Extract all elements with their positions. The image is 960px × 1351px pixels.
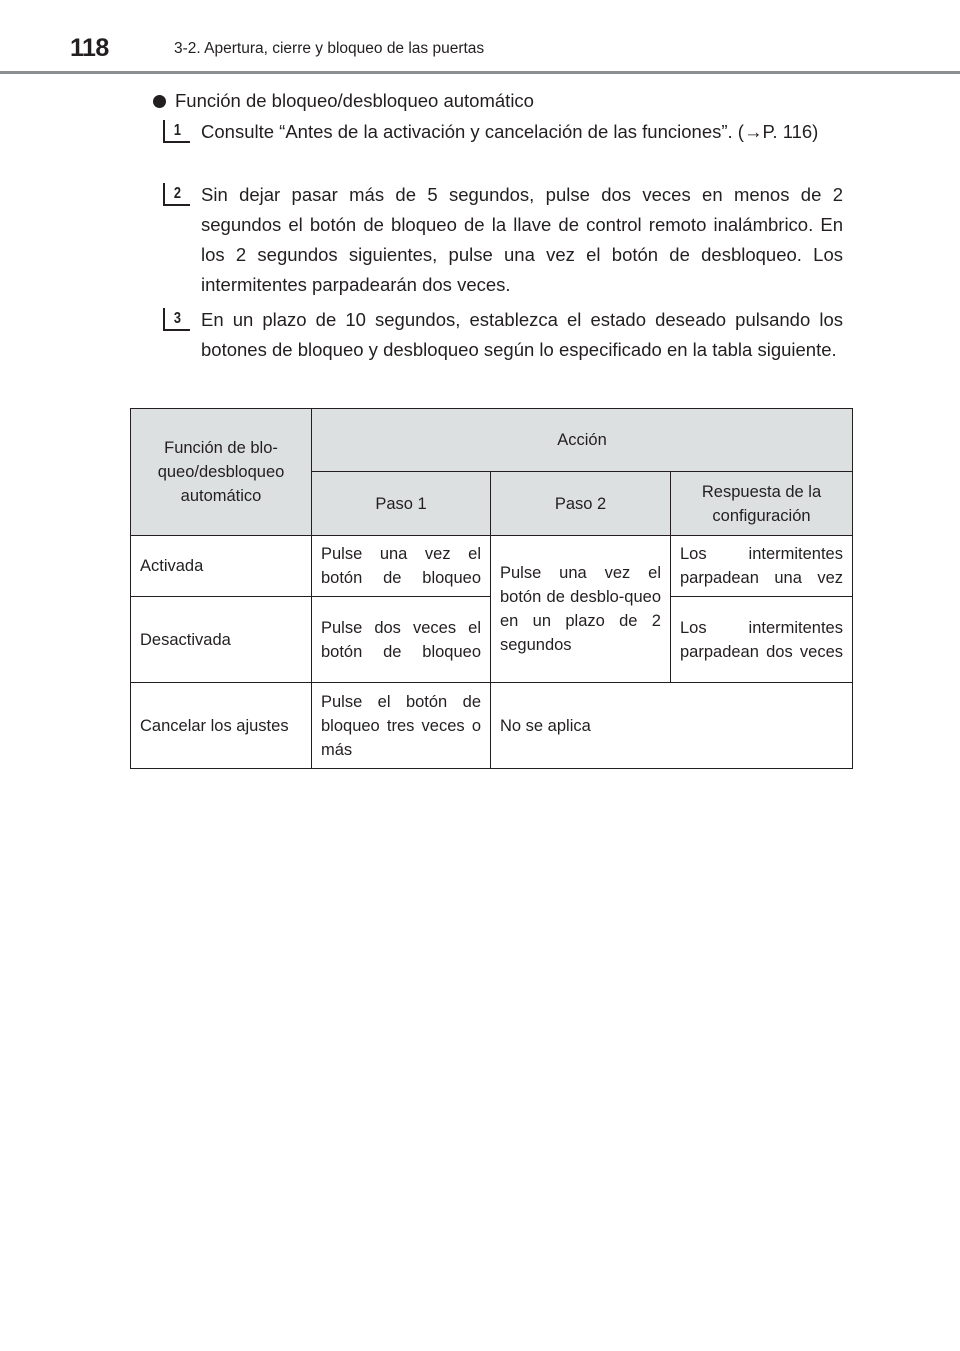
step-2: [163, 180, 843, 300]
step1-header: Paso 1: [312, 472, 491, 536]
step1-cell: Pulse el botón de bloqueo tres veces o más: [312, 683, 491, 769]
function-header: Función de blo-queo/desbloqueo automático: [131, 409, 312, 536]
action-header: Acción: [312, 409, 853, 472]
step-1: [163, 117, 843, 147]
response-cell: Los intermitentes parpadean una vez: [671, 536, 853, 597]
header-rule: [0, 71, 960, 74]
step-number-badge: 1: [163, 120, 190, 143]
step1-cell: Pulse dos veces el botón de bloqueo: [312, 597, 491, 683]
step2-cell: Pulse una vez el botón de desblo-queo en un plazo de 2 segundos: [491, 536, 671, 683]
step1-cell: Pulse una vez el botón de bloqueo: [312, 536, 491, 597]
response-header: Respuesta de la configuración: [671, 472, 853, 536]
response-cell: No se aplica: [491, 683, 853, 769]
table-row: [131, 536, 853, 597]
step2-header: Paso 2: [491, 472, 671, 536]
step-number-badge: 3: [163, 308, 190, 331]
bullet-heading: [153, 88, 534, 114]
step-text: Sin dejar pasar más de 5 segundos, pulse dos veces en menos de 2 segundos el botón de bloqueo de la llave de control remoto inalámbrico. En los 2 segundos siguientes, pulse una vez el botón de desbloqueo. Los intermitentes parpadearán dos veces.: [201, 184, 843, 295]
step-text: En un plazo de 10 segundos, establezca el estado deseado pulsando los botones de bloqueo y desbloqueo según lo especificado en la tabla siguiente.: [201, 309, 843, 360]
bullet-heading-text: Función de bloqueo/desbloqueo automático: [175, 90, 534, 111]
bullet-dot-icon: [153, 95, 166, 108]
table-row: [131, 683, 853, 769]
step-text: Consulte “Antes de la activación y cancelación de las funciones”. (→P. 116): [201, 121, 819, 142]
mode-cell: Desactivada: [131, 597, 312, 683]
response-cell: Los intermitentes parpadean dos veces: [671, 597, 853, 683]
step-3: [163, 305, 843, 365]
page-number: 118: [70, 34, 109, 62]
step-number-badge: 2: [163, 183, 190, 206]
section-title: 3-2. Apertura, cierre y bloqueo de las puertas: [174, 40, 485, 57]
mode-cell: Activada: [131, 536, 312, 597]
mode-cell: Cancelar los ajustes: [131, 683, 312, 769]
settings-table: [130, 408, 853, 769]
